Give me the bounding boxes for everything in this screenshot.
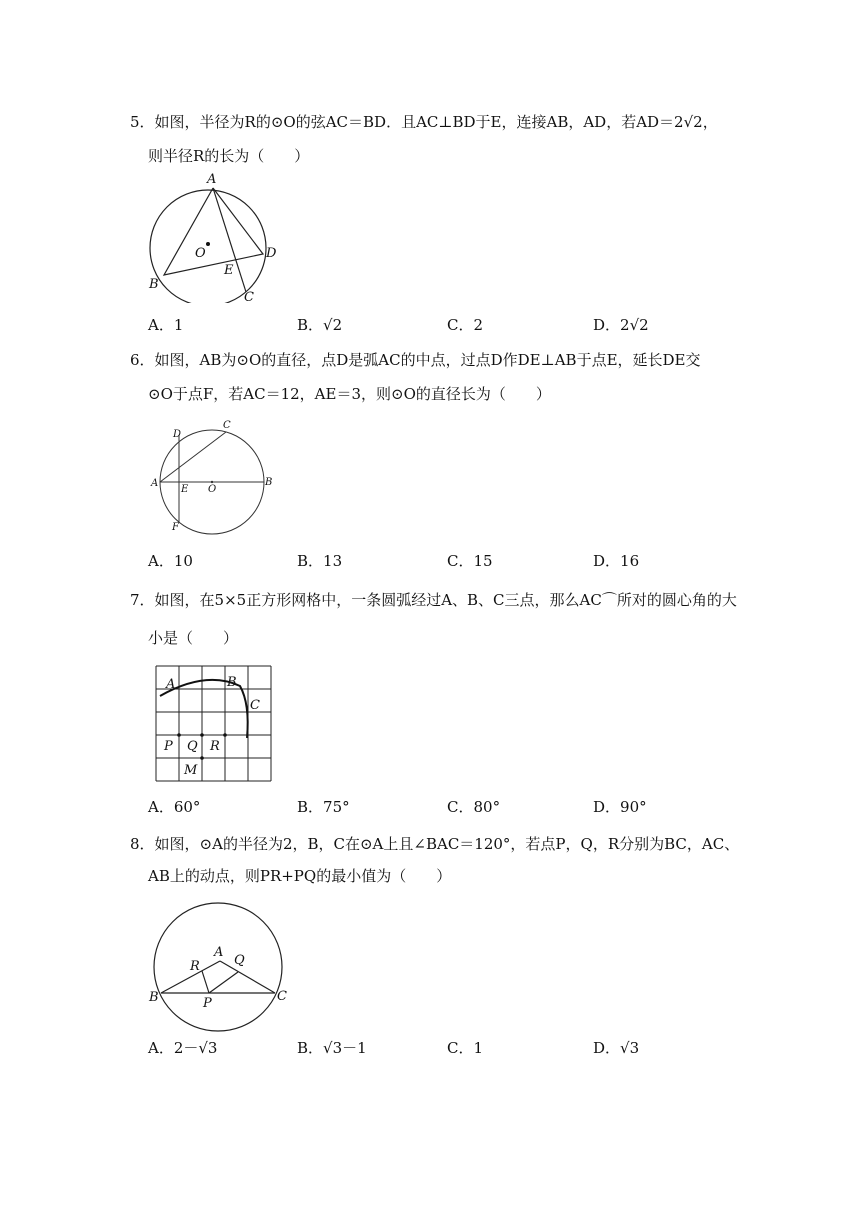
label-c: C xyxy=(277,989,287,1004)
q8-option-c[interactable]: C．1 xyxy=(447,1039,484,1057)
question-5-line-1: 5．如图，半径为R的⊙O的弦AC＝BD．且AC⊥BD于E，连接AB，AD，若AD＝2√2， xyxy=(130,113,718,131)
label-d: D xyxy=(266,246,277,261)
q8-option-b[interactable]: B．√3－1 xyxy=(297,1039,367,1057)
label-b: B xyxy=(227,675,237,690)
label-m: M xyxy=(184,763,198,778)
label-a: A xyxy=(207,172,217,187)
label-b: B xyxy=(149,990,159,1005)
q5-option-d[interactable]: D．2√2 xyxy=(593,316,649,334)
label-e: E xyxy=(181,484,189,495)
q5-option-a[interactable]: A．1 xyxy=(148,316,184,334)
question-5-line-2: 则半径R的长为（ ） xyxy=(148,147,310,165)
label-q: Q xyxy=(234,953,245,968)
question-8-line-2: AB上的动点，则PR+PQ的最小值为（ ） xyxy=(148,867,452,885)
label-q: Q xyxy=(187,739,198,754)
label-p: P xyxy=(164,739,173,754)
question-6-line-1: 6．如图，AB为⊙O的直径，点D是弧AC的中点，过点D作DE⊥AB于点E，延长DE交 xyxy=(130,351,701,369)
label-a: A xyxy=(214,945,224,960)
q5-option-b[interactable]: B．√2 xyxy=(297,316,343,334)
q7-option-a[interactable]: A．60° xyxy=(148,798,201,816)
q8-option-d[interactable]: D．√3 xyxy=(593,1039,640,1057)
label-f: F xyxy=(172,522,179,533)
question-8-figure xyxy=(143,892,293,1041)
question-6-line-2: ⊙O于点F，若AC＝12，AE＝3，则⊙O的直径长为（ ） xyxy=(148,385,551,403)
label-b: B xyxy=(149,277,159,292)
q7-option-c[interactable]: C．80° xyxy=(447,798,501,816)
question-7-line-1: 7．如图，在5×5正方形网格中，一条圆弧经过A、B、C三点，那么AC⌒所对的圆心角的大 xyxy=(130,591,737,609)
q7-option-d[interactable]: D．90° xyxy=(593,798,647,816)
label-r: R xyxy=(210,739,220,754)
label-c: C xyxy=(244,290,254,303)
question-6-figure xyxy=(145,415,280,539)
label-o: O xyxy=(208,484,217,495)
q5-option-c[interactable]: C．2 xyxy=(447,316,484,334)
question-5-figure xyxy=(140,168,290,307)
question-8-line-1: 8．如图，⊙A的半径为2，B，C在⊙A上且∠BAC＝120°，若点P，Q，R分别为BC，AC、 xyxy=(130,835,740,853)
question-7-line-2: 小是（ ） xyxy=(148,629,239,647)
label-d: D xyxy=(173,429,182,440)
label-b: B xyxy=(265,477,273,488)
label-e: E xyxy=(224,263,234,278)
q6-option-b[interactable]: B．13 xyxy=(297,552,343,570)
label-c: C xyxy=(250,698,260,713)
label-a: A xyxy=(151,478,159,489)
label-c: C xyxy=(223,420,231,431)
q8-option-a[interactable]: A．2－√3 xyxy=(148,1039,218,1057)
question-7-figure xyxy=(150,660,278,792)
q6-option-a[interactable]: A．10 xyxy=(148,552,193,570)
label-p: P xyxy=(203,996,212,1011)
q7-option-b[interactable]: B．75° xyxy=(297,798,350,816)
q6-option-c[interactable]: C．15 xyxy=(447,552,493,570)
q6-option-d[interactable]: D．16 xyxy=(593,552,640,570)
label-r: R xyxy=(190,959,200,974)
label-a: A xyxy=(166,677,176,692)
label-o: O xyxy=(195,246,206,261)
